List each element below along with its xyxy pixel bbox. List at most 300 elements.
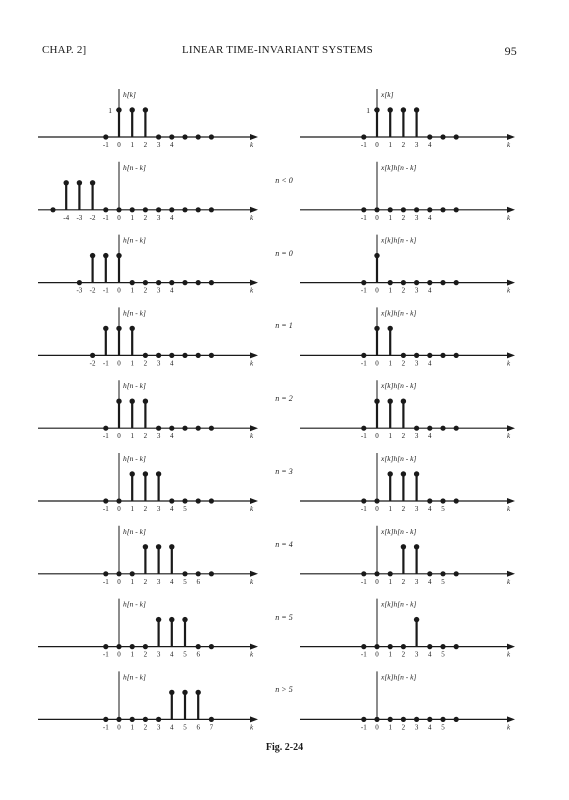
axis-arrow-icon <box>507 207 515 213</box>
axis-variable-label: k <box>250 286 254 295</box>
tick-label: 2 <box>401 359 406 368</box>
zero-sample <box>454 571 459 576</box>
tick-label: 4 <box>428 359 432 368</box>
sample-stem-head <box>156 544 161 549</box>
tick-label: -1 <box>360 650 367 659</box>
tick-label: -1 <box>360 213 367 222</box>
axis-arrow-icon <box>507 571 515 577</box>
zero-sample <box>196 644 201 649</box>
tick-label: 4 <box>428 286 432 295</box>
tick-label: 3 <box>156 286 161 295</box>
zero-sample <box>116 498 121 503</box>
case-label: n = 0 <box>275 248 293 258</box>
tick-label: 2 <box>401 286 406 295</box>
zero-sample <box>103 571 108 576</box>
axis-arrow-icon <box>507 280 515 286</box>
tick-label: 3 <box>156 650 161 659</box>
zero-sample <box>196 207 201 212</box>
tick-label: 1 <box>130 141 134 149</box>
tick-label: 3 <box>414 577 419 586</box>
tick-label: 4 <box>428 213 432 222</box>
tick-label: 6 <box>196 723 200 732</box>
tick-label: -1 <box>102 141 109 149</box>
axis-arrow-icon <box>250 425 258 431</box>
tick-label: 0 <box>117 213 121 222</box>
tick-label: 5 <box>183 723 187 732</box>
tick-label: 1 <box>130 213 134 222</box>
signal-label: h[n - k] <box>123 454 146 463</box>
sample-stem-head <box>130 399 135 404</box>
tick-label: 1 <box>388 723 392 732</box>
tick-label: -1 <box>360 432 367 441</box>
zero-sample <box>414 717 419 722</box>
zero-sample <box>374 207 379 212</box>
sample-stem-head <box>388 326 393 331</box>
signal-label: h[n - k] <box>123 235 146 245</box>
right-panel-row-5 <box>300 453 515 513</box>
left-panel-row-8 <box>38 671 258 731</box>
zero-sample <box>454 426 459 431</box>
zero-sample <box>196 134 201 139</box>
running-title: LINEAR TIME-INVARIANT SYSTEMS <box>182 44 373 56</box>
tick-label: 2 <box>401 723 406 732</box>
zero-sample <box>169 207 174 212</box>
zero-sample <box>440 426 445 431</box>
signal-label: h[n - k] <box>123 308 146 318</box>
sample-stem-head <box>414 107 419 112</box>
zero-sample <box>361 571 366 576</box>
right-panel-row-7 <box>300 599 515 659</box>
signal-label: x[k]h[n - k] <box>381 162 417 172</box>
zero-sample <box>116 644 121 649</box>
tick-label: 0 <box>375 359 379 368</box>
tick-label: 0 <box>117 141 121 149</box>
tick-label: 6 <box>196 650 200 659</box>
axis-arrow-icon <box>507 716 515 722</box>
zero-sample <box>116 571 121 576</box>
tick-label: 1 <box>388 213 392 222</box>
tick-label: 5 <box>183 505 187 513</box>
left-panel-row-5 <box>38 453 258 513</box>
zero-sample <box>388 644 393 649</box>
tick-label: 2 <box>401 213 406 222</box>
right-panel-row-3 <box>300 307 515 367</box>
tick-label: 0 <box>375 723 379 732</box>
sample-stem-head <box>116 253 121 258</box>
zero-sample <box>156 207 161 212</box>
case-label: n = 3 <box>275 467 293 476</box>
tick-label: 4 <box>170 213 174 222</box>
zero-sample <box>103 134 108 139</box>
zero-sample <box>388 717 393 722</box>
tick-label: 2 <box>143 505 148 513</box>
zero-sample <box>361 717 366 722</box>
tick-label: 1 <box>130 432 134 441</box>
sample-stem-head <box>156 617 161 622</box>
sample-stem-head <box>103 253 108 258</box>
axis-variable-label: k <box>250 432 254 441</box>
zero-sample <box>196 498 201 503</box>
zero-sample <box>143 717 148 722</box>
tick-label: 3 <box>414 432 419 441</box>
tick-label: 5 <box>441 505 445 513</box>
signal-label: x[k]h[n - k] <box>381 526 417 536</box>
axis-variable-label: k <box>250 723 254 732</box>
signal-label: h[k] <box>123 90 136 99</box>
tick-label: 3 <box>414 505 419 513</box>
chapter-label: CHAP. 2] <box>42 44 87 56</box>
tick-label: -1 <box>102 359 109 368</box>
sample-stem-head <box>401 544 406 549</box>
tick-label: 2 <box>401 577 406 586</box>
axis-variable-label: k <box>250 359 254 368</box>
axis-variable-label: k <box>250 213 254 222</box>
sample-stem-head <box>130 326 135 331</box>
sample-stem-head <box>143 471 148 476</box>
tick-label: 5 <box>441 650 445 659</box>
tick-label: -2 <box>89 213 96 222</box>
zero-sample <box>103 426 108 431</box>
left-panel-row-2 <box>38 235 258 295</box>
tick-label: 4 <box>170 359 174 368</box>
zero-sample <box>196 571 201 576</box>
zero-sample <box>209 280 214 285</box>
zero-sample <box>361 134 366 139</box>
sample-stem-head <box>143 399 148 404</box>
tick-label: 5 <box>441 723 445 732</box>
zero-sample <box>196 280 201 285</box>
zero-sample <box>440 207 445 212</box>
tick-label: 5 <box>183 650 187 659</box>
axis-variable-label: k <box>250 505 254 513</box>
zero-sample <box>454 353 459 358</box>
right-panel-row-4 <box>300 380 515 440</box>
zero-sample <box>401 717 406 722</box>
axis-variable-label: k <box>507 432 511 441</box>
tick-label: 0 <box>117 650 121 659</box>
tick-label: 3 <box>156 723 161 732</box>
axis-variable-label: k <box>507 141 511 149</box>
tick-label: 3 <box>414 213 419 222</box>
zero-sample <box>454 498 459 503</box>
tick-label: 4 <box>170 505 174 513</box>
zero-sample <box>374 498 379 503</box>
zero-sample <box>130 571 135 576</box>
left-panel-row-3 <box>38 307 258 367</box>
sample-stem-head <box>401 399 406 404</box>
zero-sample <box>361 207 366 212</box>
tick-label: 3 <box>414 286 419 295</box>
tick-label: -1 <box>102 432 109 441</box>
sample-stem-head <box>169 544 174 549</box>
zero-sample <box>361 498 366 503</box>
zero-sample <box>414 207 419 212</box>
axis-variable-label: k <box>250 650 254 659</box>
case-label: n < 0 <box>275 175 293 185</box>
tick-label: -1 <box>360 286 367 295</box>
zero-sample <box>414 353 419 358</box>
case-label: n = 5 <box>275 612 293 622</box>
zero-sample <box>454 280 459 285</box>
left-panel-row-4 <box>38 380 258 440</box>
sample-stem-head <box>116 326 121 331</box>
zero-sample <box>427 207 432 212</box>
tick-label: 4 <box>170 432 174 441</box>
tick-label: -1 <box>360 141 367 149</box>
sample-stem-head <box>130 107 135 112</box>
axis-variable-label: k <box>250 141 254 149</box>
page-number: 95 <box>504 44 517 58</box>
right-panel-row-2 <box>300 235 515 295</box>
zero-sample <box>361 426 366 431</box>
zero-sample <box>143 644 148 649</box>
tick-label: 0 <box>117 505 121 513</box>
tick-label: 3 <box>156 359 161 368</box>
axis-arrow-icon <box>250 644 258 650</box>
tick-label: -2 <box>89 286 96 295</box>
axis-arrow-icon <box>250 498 258 504</box>
sample-stem-head <box>116 107 121 112</box>
zero-sample <box>427 353 432 358</box>
tick-label: 5 <box>183 577 187 586</box>
zero-sample <box>388 280 393 285</box>
zero-sample <box>77 280 82 285</box>
axis-variable-label: k <box>250 577 254 586</box>
signal-label: x[k]h[n - k] <box>381 599 417 609</box>
tick-label: 4 <box>428 723 432 732</box>
tick-label: 1 <box>130 723 134 732</box>
zero-sample <box>169 353 174 358</box>
tick-label: 1 <box>388 286 392 295</box>
tick-label: 1 <box>388 141 392 149</box>
zero-sample <box>196 426 201 431</box>
zero-sample <box>182 571 187 576</box>
tick-label: 2 <box>143 650 148 659</box>
zero-sample <box>50 207 55 212</box>
zero-sample <box>427 280 432 285</box>
tick-label: 2 <box>143 723 148 732</box>
axis-arrow-icon <box>250 280 258 286</box>
axis-variable-label: k <box>507 723 511 732</box>
sample-stem-head <box>388 399 393 404</box>
tick-label: 5 <box>441 577 445 586</box>
right-panel-row-0 <box>300 89 515 149</box>
unit-tick-label: 1 <box>108 106 112 115</box>
tick-label: 4 <box>170 286 174 295</box>
zero-sample <box>182 426 187 431</box>
axis-variable-label: k <box>507 359 511 368</box>
axis-variable-label: k <box>507 577 511 586</box>
zero-sample <box>209 207 214 212</box>
zero-sample <box>182 134 187 139</box>
sample-stem-head <box>143 107 148 112</box>
sample-stem-head <box>196 690 201 695</box>
zero-sample <box>374 644 379 649</box>
zero-sample <box>361 280 366 285</box>
zero-sample <box>156 280 161 285</box>
left-panel-row-6 <box>38 526 258 586</box>
signal-label: h[n - k] <box>123 672 146 682</box>
tick-label: -1 <box>102 723 109 732</box>
unit-tick-label: 1 <box>366 106 370 115</box>
zero-sample <box>156 353 161 358</box>
sample-stem-head <box>388 471 393 476</box>
tick-label: -1 <box>102 650 109 659</box>
sample-stem-head <box>401 107 406 112</box>
zero-sample <box>182 280 187 285</box>
zero-sample <box>209 717 214 722</box>
tick-label: 3 <box>156 505 161 513</box>
zero-sample <box>182 498 187 503</box>
tick-label: 1 <box>130 286 134 295</box>
zero-sample <box>103 498 108 503</box>
signal-label: x[k]h[n - k] <box>381 381 417 391</box>
tick-label: 6 <box>196 577 200 586</box>
tick-label: 4 <box>428 650 432 659</box>
signal-label: h[n - k] <box>123 162 146 172</box>
zero-sample <box>169 426 174 431</box>
tick-label: 3 <box>414 359 419 368</box>
sample-stem-head <box>401 471 406 476</box>
tick-label: 1 <box>388 432 392 441</box>
right-panel-row-8 <box>300 671 515 731</box>
axis-arrow-icon <box>250 207 258 213</box>
zero-sample <box>130 207 135 212</box>
zero-sample <box>440 644 445 649</box>
tick-label: 0 <box>375 650 379 659</box>
axis-variable-label: k <box>507 286 511 295</box>
zero-sample <box>209 134 214 139</box>
case-label: n > 5 <box>275 685 293 695</box>
zero-sample <box>209 353 214 358</box>
zero-sample <box>427 498 432 503</box>
sample-stem-head <box>182 690 187 695</box>
tick-label: -1 <box>102 213 109 222</box>
sample-stem-head <box>374 253 379 258</box>
sample-stem-head <box>116 399 121 404</box>
right-panel-row-6 <box>300 526 515 586</box>
tick-label: 4 <box>170 650 174 659</box>
zero-sample <box>182 207 187 212</box>
zero-sample <box>454 134 459 139</box>
tick-label: 0 <box>375 141 379 149</box>
zero-sample <box>143 353 148 358</box>
tick-label: 2 <box>143 432 148 441</box>
tick-label: -1 <box>102 577 109 586</box>
signal-label: h[n - k] <box>123 381 146 391</box>
tick-label: 0 <box>375 577 379 586</box>
sample-stem-head <box>90 253 95 258</box>
signal-label: x[k] <box>381 90 394 99</box>
tick-label: 0 <box>375 213 379 222</box>
zero-sample <box>130 644 135 649</box>
tick-label: 0 <box>375 286 379 295</box>
zero-sample <box>454 207 459 212</box>
tick-label: 4 <box>428 141 432 149</box>
tick-label: 1 <box>388 505 392 513</box>
tick-label: 0 <box>117 432 121 441</box>
tick-label: 4 <box>428 432 432 441</box>
zero-sample <box>209 498 214 503</box>
tick-label: 4 <box>170 577 174 586</box>
tick-label: 0 <box>375 505 379 513</box>
zero-sample <box>209 426 214 431</box>
zero-sample <box>156 134 161 139</box>
tick-label: 1 <box>130 650 134 659</box>
zero-sample <box>169 498 174 503</box>
signal-label: x[k]h[n - k] <box>381 308 417 318</box>
sample-stem-head <box>130 471 135 476</box>
axis-arrow-icon <box>250 352 258 358</box>
zero-sample <box>90 353 95 358</box>
zero-sample <box>427 134 432 139</box>
zero-sample <box>169 280 174 285</box>
zero-sample <box>169 134 174 139</box>
zero-sample <box>440 280 445 285</box>
signal-label: h[n - k] <box>123 526 146 536</box>
axis-variable-label: k <box>507 505 511 513</box>
zero-sample <box>182 353 187 358</box>
sample-stem-head <box>414 617 419 622</box>
zero-sample <box>116 717 121 722</box>
tick-label: 4 <box>170 723 174 732</box>
axis-variable-label: k <box>507 213 511 222</box>
tick-label: 0 <box>117 286 121 295</box>
zero-sample <box>103 717 108 722</box>
sample-stem-head <box>156 471 161 476</box>
sample-stem-head <box>103 326 108 331</box>
case-label: n = 2 <box>275 394 293 404</box>
zero-sample <box>440 498 445 503</box>
figure-caption: Fig. 2-24 <box>265 742 304 753</box>
tick-label: -1 <box>102 286 109 295</box>
zero-sample <box>414 280 419 285</box>
tick-label: 2 <box>401 650 406 659</box>
sample-stem-head <box>414 471 419 476</box>
zero-sample <box>130 280 135 285</box>
tick-label: -1 <box>360 723 367 732</box>
zero-sample <box>401 353 406 358</box>
sample-stem-head <box>143 544 148 549</box>
case-label: n = 1 <box>275 321 293 331</box>
zero-sample <box>156 426 161 431</box>
tick-label: 1 <box>388 577 392 586</box>
zero-sample <box>401 644 406 649</box>
sample-stem-head <box>374 326 379 331</box>
tick-label: -1 <box>360 359 367 368</box>
tick-label: 3 <box>156 141 161 149</box>
tick-label: 1 <box>388 650 392 659</box>
axis-arrow-icon <box>507 352 515 358</box>
zero-sample <box>361 353 366 358</box>
tick-label: 2 <box>143 359 148 368</box>
tick-label: 3 <box>414 141 419 149</box>
tick-label: 2 <box>143 286 148 295</box>
zero-sample <box>209 644 214 649</box>
axis-arrow-icon <box>507 644 515 650</box>
axis-arrow-icon <box>507 134 515 140</box>
zero-sample <box>440 353 445 358</box>
tick-label: 0 <box>375 432 379 441</box>
tick-label: 1 <box>130 505 134 513</box>
zero-sample <box>427 717 432 722</box>
tick-label: -4 <box>63 213 70 222</box>
tick-label: -1 <box>360 577 367 586</box>
axis-arrow-icon <box>250 134 258 140</box>
zero-sample <box>414 426 419 431</box>
sample-stem-head <box>182 617 187 622</box>
zero-sample <box>440 571 445 576</box>
